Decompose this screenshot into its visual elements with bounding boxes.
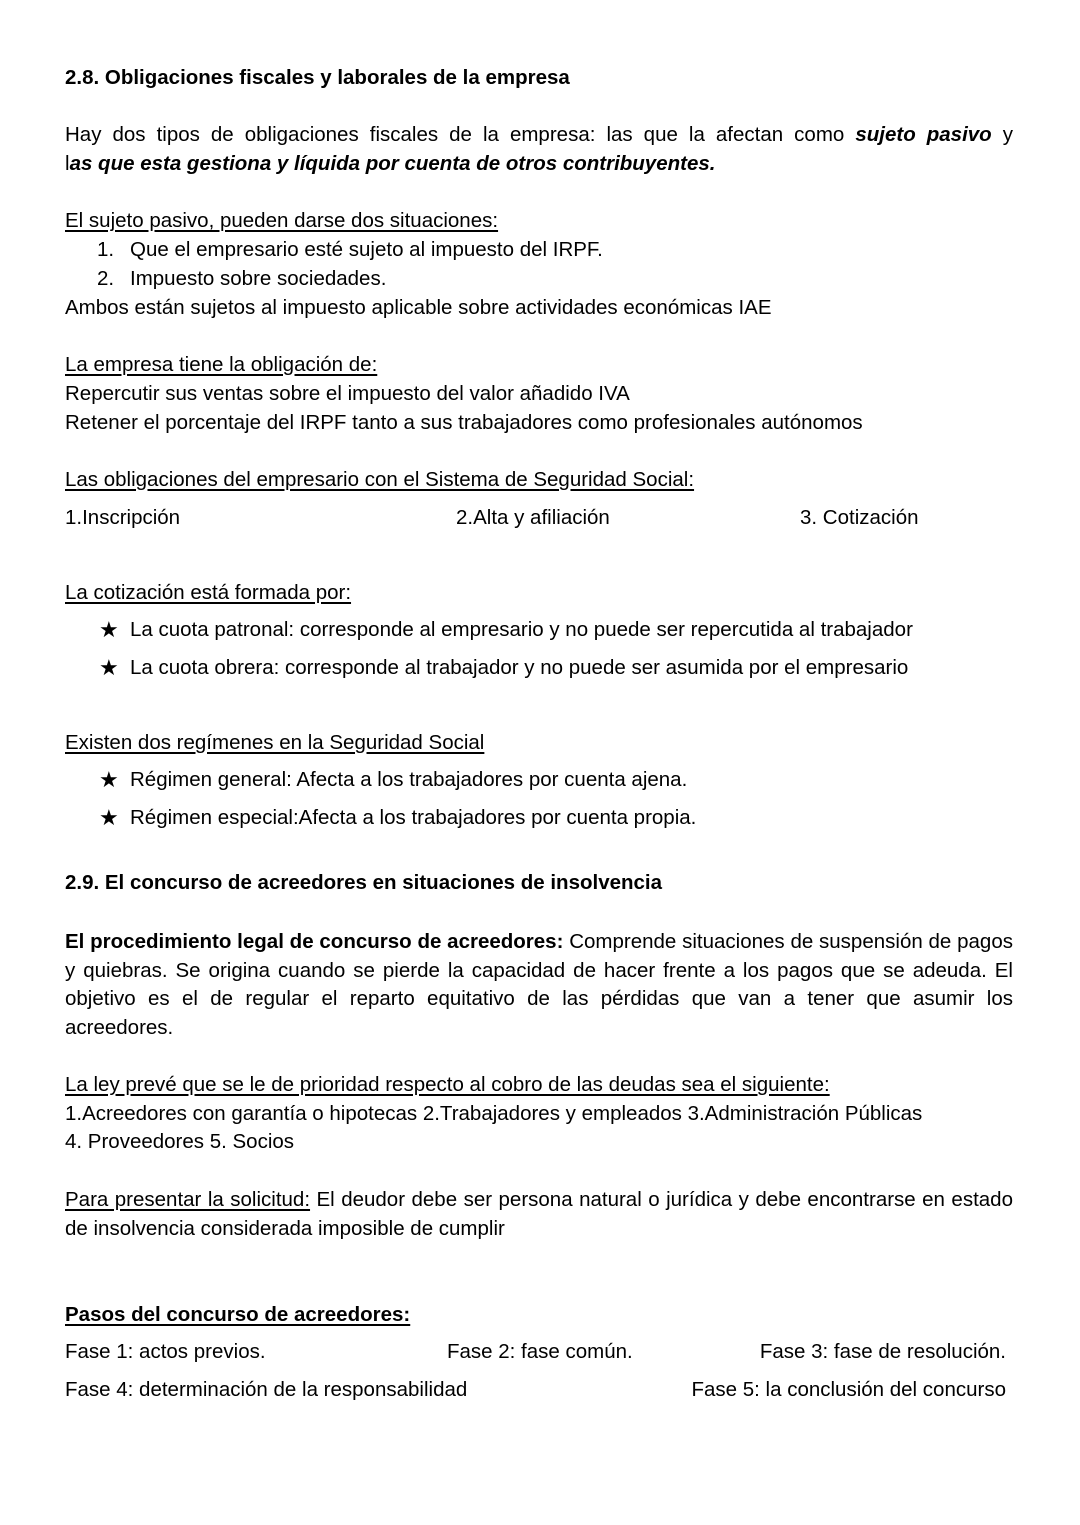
fases-row xyxy=(65,1376,1013,1404)
star-icon: ★ xyxy=(99,655,119,680)
section-heading-2-8: 2.8. Obligaciones fiscales y laborales de la empresa xyxy=(65,66,570,89)
prioridad-line: 4. Proveedores 5. Socios xyxy=(65,1130,295,1153)
obligacion-line: Retener el porcentaje del IRPF tanto a sus trabajadores como profesionales autónomos xyxy=(65,411,863,434)
list-item: Fase 1: actos previos. xyxy=(65,1340,266,1363)
intro-line-2: las que esta gestiona y líquida por cuenta de otros contribuyentes. xyxy=(65,152,716,175)
obligacion-title: La empresa tiene la obligación de: xyxy=(65,353,378,376)
prioridad-title: La ley prevé que se le de prioridad respecto al cobro de las deudas sea el siguiente: xyxy=(65,1073,830,1096)
sujeto-pasivo-emphasis: sujeto pasivo xyxy=(855,123,992,146)
seguridad-social-items xyxy=(65,504,1013,532)
list-item: Fase 2: fase común. xyxy=(447,1340,633,1363)
list-item: 2.Alta y afiliación xyxy=(456,506,610,529)
cotizacion-title: La cotización está formada por: xyxy=(65,581,352,604)
list-item: 3. Cotización xyxy=(800,506,919,529)
seguridad-social-title: Las obligaciones del empresario con el Sistema de Seguridad Social: xyxy=(65,468,695,491)
star-icon: ★ xyxy=(99,767,119,792)
intro-line-1: Hay dos tipos de obligaciones fiscales de la empresa: las que la afectan como sujeto pasivo y xyxy=(65,123,1014,146)
obligacion-line: Repercutir sus ventas sobre el impuesto del valor añadido IVA xyxy=(65,382,630,405)
procedimiento-label: El procedimiento legal de concurso de acreedores: xyxy=(65,930,564,953)
section-heading-2-9: 2.9. El concurso de acreedores en situaciones de insolvencia xyxy=(65,871,663,894)
iae-note: Ambos están sujetos al impuesto aplicable sobre actividades económicas IAE xyxy=(65,296,772,319)
procedimiento-paragraph: El procedimiento legal de concurso de acreedores: Comprende situaciones de suspensión de pagos y quiebras. Se origina cuando se pierde la capacidad de hacer frente a los pagos que se adeuda. El objetivo es el de regular el reparto equitativo de las pérdidas que van a tener que asumir los acreedores. xyxy=(65,930,1013,1040)
star-icon: ★ xyxy=(99,805,119,830)
pasos-title: Pasos del concurso de acreedores: xyxy=(65,1303,411,1326)
regimenes-title: Existen dos regímenes en la Seguridad Social xyxy=(65,731,485,754)
prioridad-line: 1.Acreedores con garantía o hipotecas 2.Trabajadores y empleados 3.Administración Públicas xyxy=(65,1102,923,1125)
fases-row xyxy=(65,1338,1013,1366)
list-item: Fase 4: determinación de la responsabilidad xyxy=(65,1378,468,1401)
list-item: 1.Inscripción xyxy=(65,506,181,529)
list-item: Fase 5: la conclusión del concurso xyxy=(691,1378,1006,1401)
star-icon: ★ xyxy=(99,617,119,642)
sujeto-pasivo-title: El sujeto pasivo, pueden darse dos situaciones: xyxy=(65,209,499,232)
gestiona-emphasis: as que esta gestiona y líquida por cuenta de otros contribuyentes. xyxy=(69,152,716,175)
list-item: Fase 3: fase de resolución. xyxy=(759,1340,1006,1363)
solicitud-label: Para presentar la solicitud: xyxy=(65,1188,311,1211)
solicitud-paragraph: Para presentar la solicitud: El deudor debe ser persona natural o jurídica y debe encontrarse en estado de insolvencia considerada imposible de cumplir xyxy=(65,1188,1013,1240)
